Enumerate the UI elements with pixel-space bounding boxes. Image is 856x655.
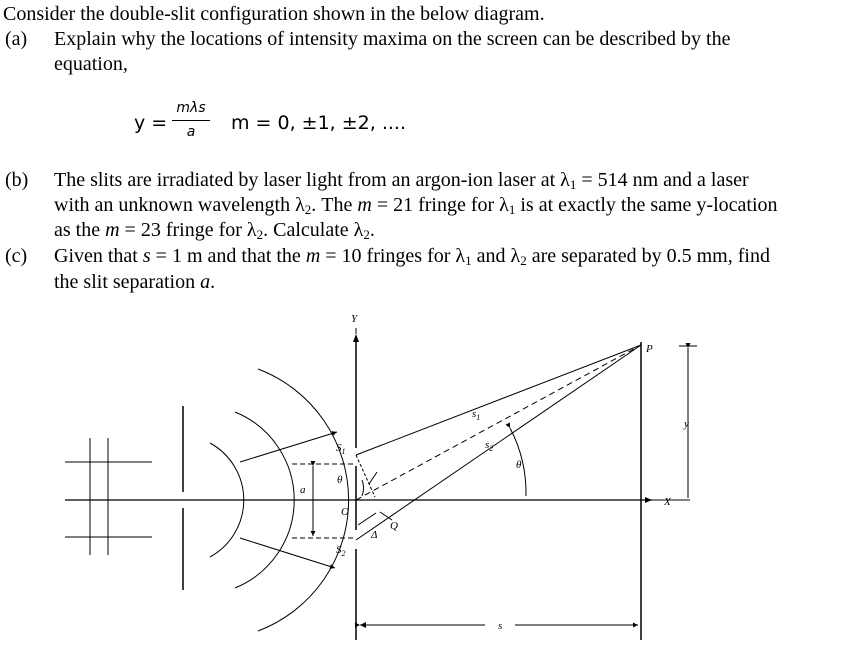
theta-small-arc xyxy=(362,480,364,496)
label-s1: $s_1$ xyxy=(472,408,481,422)
label-S1: $S_1$ xyxy=(336,442,346,456)
label-y: y xyxy=(684,418,689,430)
part-b-line3: as the m = 23 fringe for $\lambda_2$. Calculate $\lambda_2$. xyxy=(54,219,375,242)
intro-text: Consider the double-slit configuration shown in the below diagram. xyxy=(3,3,545,25)
incident-ray-bottom xyxy=(240,538,335,568)
label-P: P xyxy=(646,343,653,355)
label-theta-large: θ xyxy=(516,459,522,471)
incident-ray-top xyxy=(240,432,337,462)
ray-s2-to-p xyxy=(356,345,641,540)
label-X: X xyxy=(664,496,671,508)
fraction-bar xyxy=(172,120,210,121)
perpendicular-dash xyxy=(356,455,375,497)
label-O: O xyxy=(341,506,349,518)
label-S2: $S_2$ xyxy=(336,544,346,558)
double-slit-diagram xyxy=(0,300,856,655)
label-a: a xyxy=(300,484,306,496)
q-segment xyxy=(358,513,376,525)
equation-rhs: m = 0, ±1, ±2, .... xyxy=(231,112,407,134)
part-b-line1: The slits are irradiated by laser light from an argon-ion laser at $\lambda_1 = 514$ nm and a laser xyxy=(54,169,749,192)
part-a-label: (a) xyxy=(5,28,28,50)
y-axis-arrow xyxy=(353,334,359,342)
label-s2: $s_2$ xyxy=(485,439,494,453)
part-c-label: (c) xyxy=(5,245,28,267)
source-grid xyxy=(65,438,152,555)
ray-s1-to-p xyxy=(356,345,641,455)
label-s: s xyxy=(498,620,503,632)
label-Q: Q xyxy=(390,520,398,532)
equation-numerator: mλs xyxy=(176,100,206,116)
label-Delta: Δ xyxy=(371,529,378,541)
perpendicular-tick xyxy=(369,472,377,484)
equation-lhs: y = xyxy=(134,112,168,134)
part-c-line1: Given that s = 1 m and that the m = 10 fringes for $\lambda_1$ and $\lambda_2$ are separated by 0.5 mm, find xyxy=(54,245,770,268)
part-b-label: (b) xyxy=(5,169,29,191)
label-theta-small: θ xyxy=(337,474,343,486)
label-Y: Y xyxy=(351,313,358,325)
ray-center-to-p xyxy=(356,345,641,500)
part-b-line2: with an unknown wavelength $\lambda_2$. The m = 21 fringe for $\lambda_1$ is at exactly the same y-location xyxy=(54,194,778,217)
part-c-line2: the slit separation a. xyxy=(54,271,216,293)
equation-denominator: a xyxy=(186,124,196,140)
part-a-line2: equation, xyxy=(54,53,128,75)
part-a-line1: Explain why the locations of intensity maxima on the screen can be described by the xyxy=(54,28,731,50)
